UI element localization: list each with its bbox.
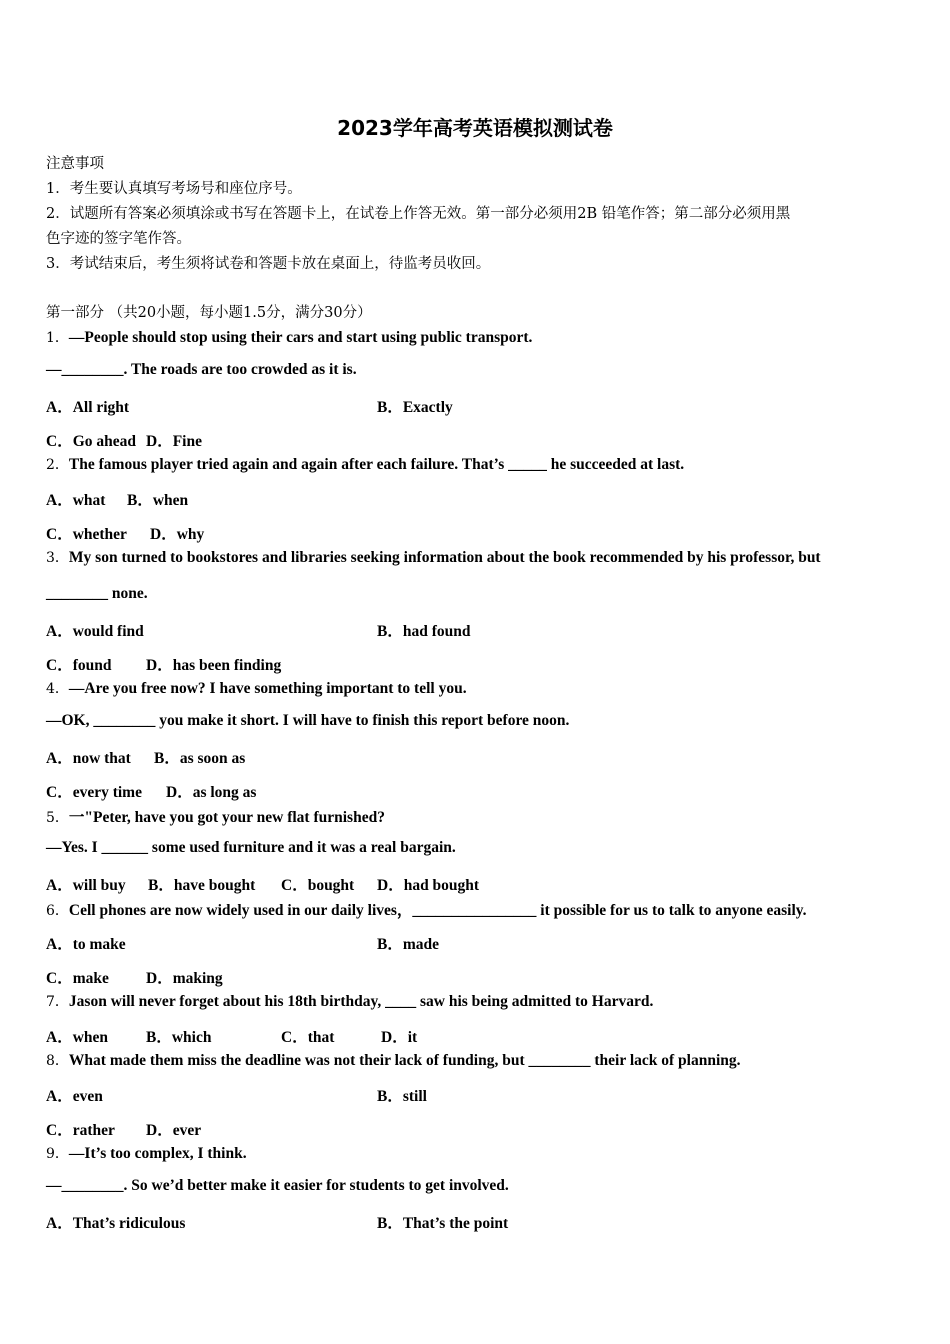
option[interactable]: B．which (146, 1029, 212, 1046)
question-6: 6．Cell phones are now widely used in our daily lives，________________ it possible for us to talk to anyone easily. (46, 902, 807, 919)
question-5: 5．一"Peter, have you got your new flat furnished? (46, 809, 385, 826)
question-5-line: —Yes. I ______ some used furniture and it was a real bargain. (46, 839, 456, 856)
question-4-line: —OK, ________ you make it short. I will have to finish this report before noon. (46, 712, 570, 729)
section-heading: 第一部分 （共20小题，每小题1.5分，满分30分） (46, 305, 372, 321)
option[interactable]: B．still (377, 1088, 427, 1105)
option[interactable]: A．would find (46, 623, 144, 640)
question-8: 8．What made them miss the deadline was not their lack of funding, but ________ their lack of planning. (46, 1052, 741, 1069)
option[interactable]: A．what (46, 492, 106, 509)
option[interactable]: D．Fine (146, 433, 202, 450)
question-7: 7．Jason will never forget about his 18th birthday, ____ saw his being admitted to Harvard. (46, 993, 654, 1010)
option[interactable]: A．will buy (46, 877, 126, 894)
option[interactable]: A．to make (46, 936, 126, 953)
option[interactable]: A．That’s ridiculous (46, 1215, 186, 1232)
option[interactable]: D．has been finding (146, 657, 282, 674)
option[interactable]: C．whether (46, 526, 127, 543)
option[interactable]: C．every time (46, 784, 142, 801)
option[interactable]: A．now that (46, 750, 131, 767)
question-9: 9．—It’s too complex, I think. (46, 1145, 247, 1162)
option[interactable]: C．make (46, 970, 109, 987)
question-1-line: —________. The roads are too crowded as it is. (46, 361, 357, 378)
question-2: 2．The famous player tried again and again after each failure. That’s _____ he succeeded at last. (46, 456, 685, 473)
option[interactable]: B．have bought (148, 877, 256, 894)
question-3: 3．My son turned to bookstores and libraries seeking information about the book recommended by his professor, but (46, 549, 821, 566)
option[interactable]: C．bought (281, 877, 355, 894)
option[interactable]: D．ever (146, 1122, 202, 1139)
option[interactable]: A．All right (46, 399, 130, 416)
notice-heading: 注意事项 (46, 156, 104, 172)
option[interactable]: B．Exactly (377, 399, 453, 416)
page-title: 2023学年高考英语模拟测试卷 (337, 116, 613, 140)
option[interactable]: D．as long as (166, 784, 257, 801)
notice-item: 2．试题所有答案必须填涂或书写在答题卡上，在试卷上作答无效。第一部分必须用2B 铅笔作答；第二部分必须用黑 (46, 206, 791, 222)
option[interactable]: C．that (281, 1029, 335, 1046)
option[interactable]: C．rather (46, 1122, 115, 1139)
option[interactable]: B．when (127, 492, 189, 509)
question-3-line: ________ none. (46, 585, 148, 602)
option[interactable]: B．That’s the point (377, 1215, 509, 1232)
question-4: 4．—Are you free now? I have something important to tell you. (46, 680, 467, 697)
option[interactable]: D．had bought (377, 877, 480, 894)
question-9-line: —________. So we’d better make it easier for students to get involved. (46, 1177, 509, 1194)
option[interactable]: C．found (46, 657, 112, 674)
option[interactable]: D．making (146, 970, 223, 987)
notice-item: 色字迹的签字笔作答。 (46, 231, 191, 247)
option[interactable]: B．made (377, 936, 440, 953)
option[interactable]: B．as soon as (154, 750, 246, 767)
option[interactable]: A．when (46, 1029, 109, 1046)
option[interactable]: A．even (46, 1088, 103, 1105)
option[interactable]: D．why (150, 526, 205, 543)
option[interactable]: C．Go ahead (46, 433, 136, 450)
option[interactable]: B．had found (377, 623, 471, 640)
notice-item: 3．考试结束后，考生须将试卷和答题卡放在桌面上，待监考员收回。 (46, 256, 491, 272)
notice-item: 1．考生要认真填写考场号和座位序号。 (46, 181, 302, 197)
option[interactable]: D．it (381, 1029, 418, 1046)
question-1: 1．—People should stop using their cars and start using public transport. (46, 329, 533, 346)
